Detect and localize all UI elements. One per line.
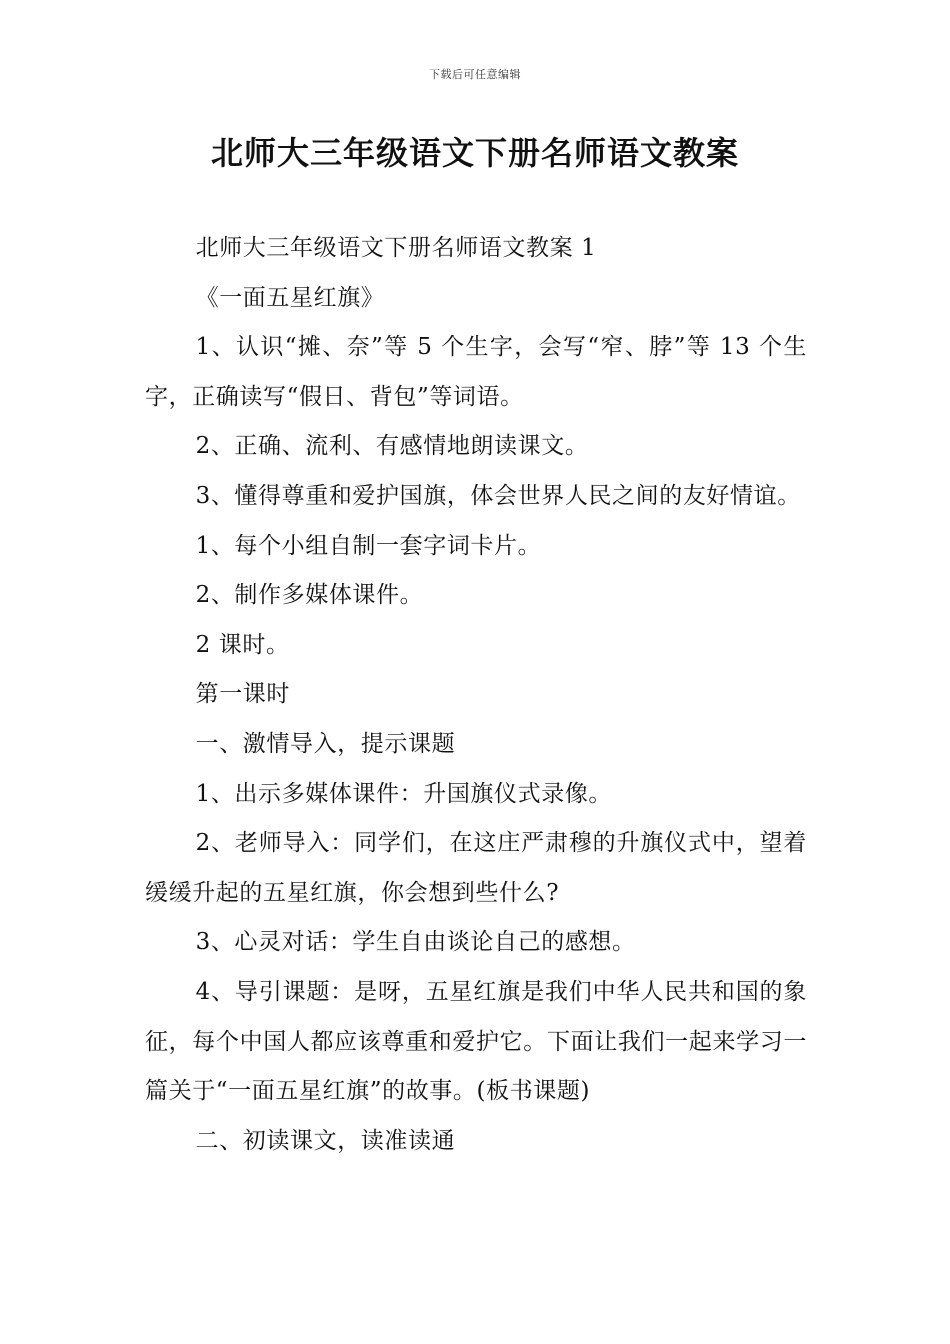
lesson-title: 《一面五星红旗》 bbox=[195, 284, 385, 311]
document-title: 北师大三年级语文下册名师语文教案 bbox=[210, 134, 739, 172]
header-note: 下载后可任意编辑 bbox=[429, 68, 521, 81]
paragraph: 1、每个小组自制一套字词卡片。 bbox=[195, 532, 542, 559]
paragraph: 2、制作多媒体课件。 bbox=[195, 582, 424, 609]
paragraph: 一、激情导入，提示课题 bbox=[195, 730, 456, 757]
paragraph: 1、认识“摊、奈”等 5 个生字，会写“窄、脖”等 13 个生字，正确读写“假日、背包”等词语。 bbox=[145, 334, 807, 410]
paragraph: 1、出示多媒体课件：升国旗仪式录像。 bbox=[195, 780, 613, 807]
section-heading: 北师大三年级语文下册名师语文教案 1 bbox=[195, 235, 597, 261]
paragraph: 4、导引课题：是呀，五星红旗是我们中华人民共和国的象征，每个中国人都应该尊重和爱护它。下面让我们一起来学习一篇关于“一面五星红旗”的故事。(板书课题) bbox=[145, 978, 807, 1105]
paragraph: 第一课时 bbox=[195, 681, 290, 708]
paragraph: 2、正确、流利、有感情地朗读课文。 bbox=[195, 433, 589, 460]
paragraph: 3、懂得尊重和爱护国旗，体会世界人民之间的友好情谊。 bbox=[195, 482, 801, 509]
paragraph: 2、老师导入：同学们，在这庄严肃穆的升旗仪式中，望着缓缓升起的五星红旗，你会想到些什么? bbox=[145, 830, 807, 906]
paragraph: 3、心灵对话：学生自由谈论自己的感想。 bbox=[195, 929, 636, 956]
document-body bbox=[145, 224, 807, 1166]
paragraph: 2 课时。 bbox=[195, 631, 290, 658]
paragraph: 二、初读课文，读准读通 bbox=[195, 1127, 456, 1154]
